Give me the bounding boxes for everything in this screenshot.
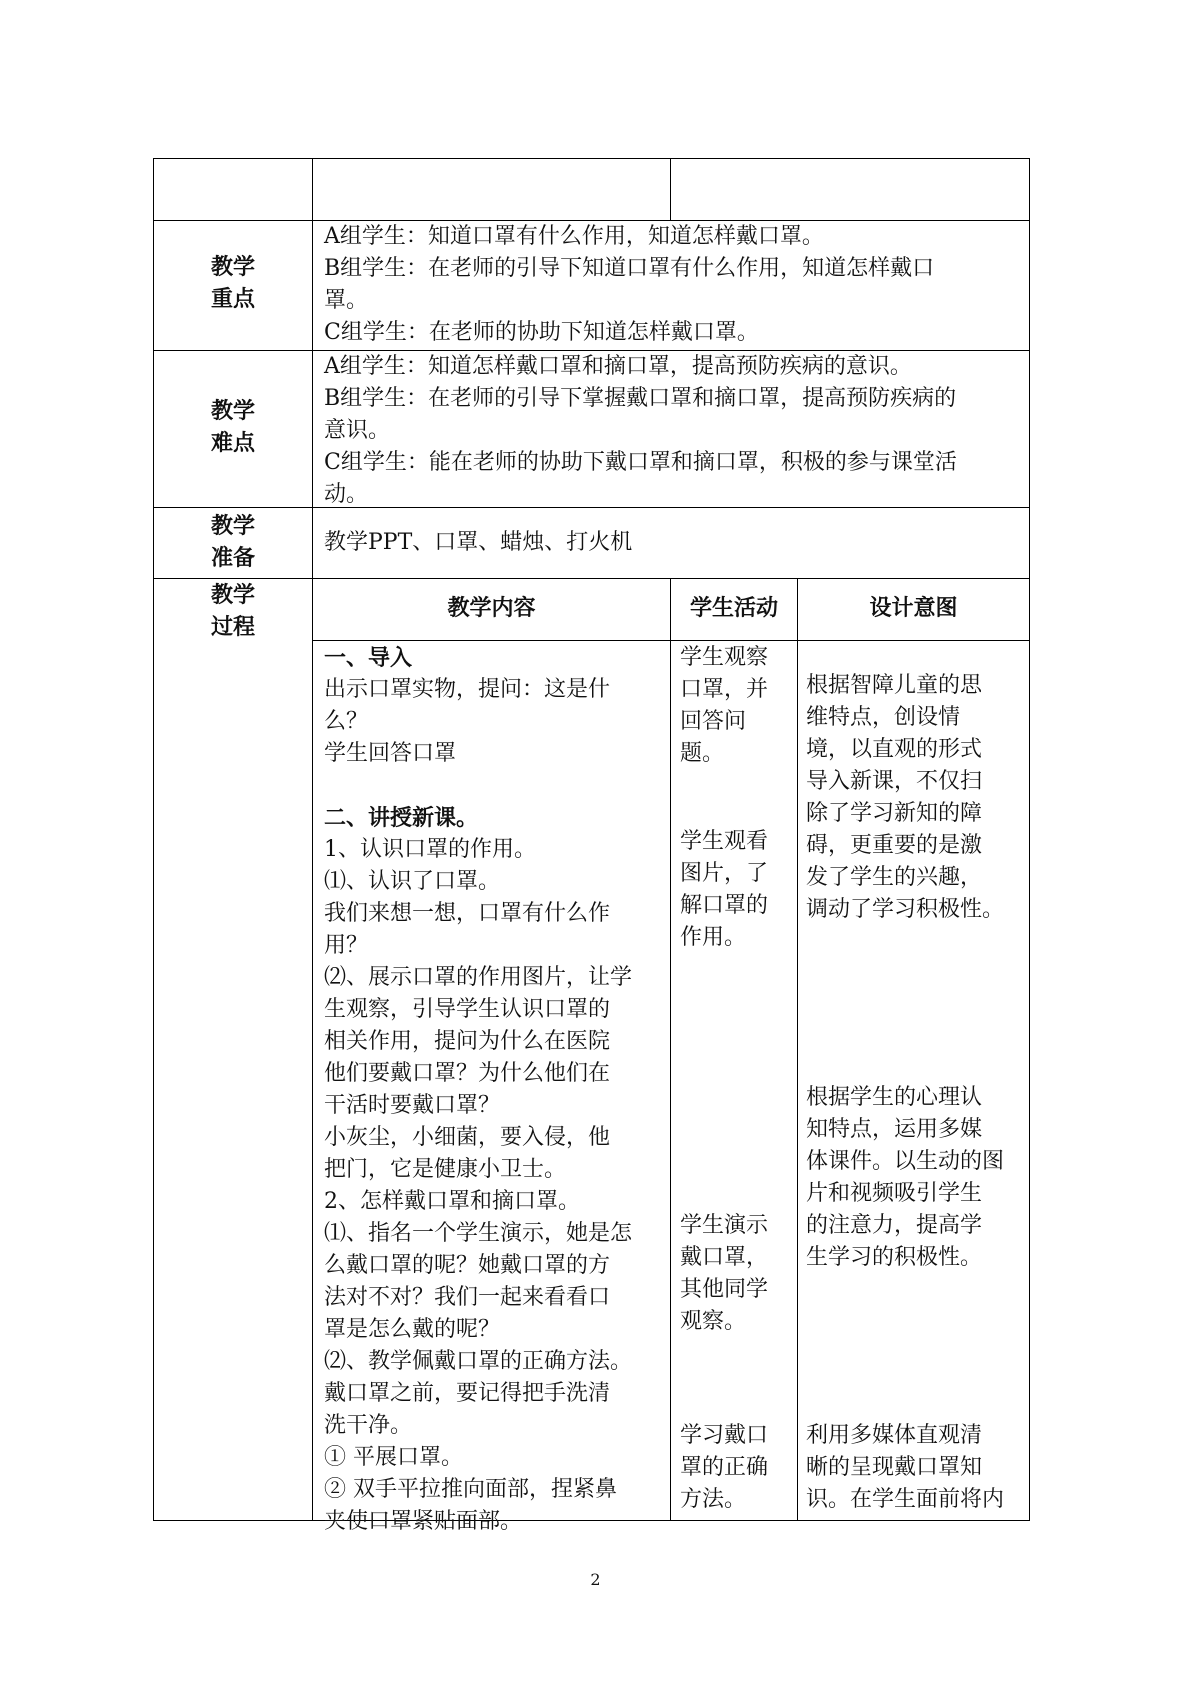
process-label: 教学 过程 xyxy=(210,583,255,640)
header-content: 教学内容 xyxy=(447,596,536,621)
content-line: 一、导入 xyxy=(324,645,413,671)
content-line: 他们要戴口罩？为什么他们在 xyxy=(324,1061,611,1086)
content-line: 法对不对？我们一起来看看口 xyxy=(324,1285,611,1310)
content-line: 学生回答口罩 xyxy=(324,741,457,766)
key-points-line: C组学生：在老师的协助下知道怎样戴口罩。 xyxy=(324,320,759,345)
content-line: 相关作用，提问为什么在医院 xyxy=(324,1029,611,1054)
key-points-line: 罩。 xyxy=(324,288,369,313)
content-line: 把门，它是健康小卫士。 xyxy=(324,1157,567,1182)
rule-content-sep xyxy=(670,578,671,1521)
activity-block: 学生观看 图片，了 解口罩的 作用。 xyxy=(680,829,769,950)
intent-block: 根据智障儿童的思 维特点，创设情 境，以直观的形式 导入新课，不仅扫 除了学习新知的障 碍，更重要的是激 发了学生的兴趣， 调动了学习积极性。 xyxy=(806,673,1005,922)
content-line: 用？ xyxy=(324,933,369,958)
key-points-line: A组学生：知道口罩有什么作用，知道怎样戴口罩。 xyxy=(324,224,824,249)
difficulties-line: 意识。 xyxy=(324,418,391,443)
rule-right xyxy=(1029,158,1030,1521)
activity-block: 学习戴口 罩的正确 方法。 xyxy=(680,1423,769,1512)
key-points-text xyxy=(324,221,1024,349)
content-line: 戴口罩之前，要记得把手洗清 xyxy=(324,1381,611,1406)
content-line xyxy=(324,770,664,802)
page-number: 2 xyxy=(590,1570,601,1589)
content-line: 我们来想一想，口罩有什么作 xyxy=(324,901,611,926)
content-line: 1、认识口罩的作用。 xyxy=(324,837,536,862)
content-line: 二、讲授新课。 xyxy=(324,805,479,831)
rule-left xyxy=(153,158,154,1521)
key-points-line: B组学生：在老师的引导下知道口罩有什么作用，知道怎样戴口 xyxy=(324,256,935,281)
preparation-label: 教学 准备 xyxy=(210,514,255,571)
rule-5 xyxy=(312,640,1030,641)
content-line: 干活时要戴口罩？ xyxy=(324,1093,501,1118)
content-line: ② 双手平拉推向面部，捏紧鼻 xyxy=(324,1477,617,1502)
difficulties-line: B组学生：在老师的引导下掌握戴口罩和摘口罩，提高预防疾病的 xyxy=(324,386,957,411)
content-line: 洗干净。 xyxy=(324,1413,413,1438)
activity-block: 学生观察 口罩，并 回答问 题。 xyxy=(680,645,769,766)
content-line: ⑵、教学佩戴口罩的正确方法。 xyxy=(324,1349,633,1374)
content-line: ① 平展口罩。 xyxy=(324,1445,463,1470)
intent-block: 根据学生的心理认 知特点，运用多媒 体课件。以生动的图 片和视频吸引学生 的注意力，提高学 生学习的积极性。 xyxy=(806,1085,1005,1270)
header-activity: 学生活动 xyxy=(689,596,778,621)
content-line: 罩是怎么戴的呢？ xyxy=(324,1317,501,1342)
difficulties-text xyxy=(324,351,1024,511)
teaching-content xyxy=(324,642,664,1538)
content-line: ⑵、展示口罩的作用图片，让学 xyxy=(324,965,633,990)
rule-top-mid xyxy=(670,158,671,221)
content-line: 夹使口罩紧贴面部。 xyxy=(324,1509,523,1534)
content-line: 么？ xyxy=(324,709,369,734)
content-line: 么戴口罩的呢？她戴口罩的方 xyxy=(324,1253,611,1278)
key-points-label: 教学 重点 xyxy=(210,255,255,312)
preparation-text: 教学PPT、口罩、蜡烛、打火机 xyxy=(324,530,633,555)
rule-top xyxy=(153,158,1030,159)
difficulties-line: A组学生：知道怎样戴口罩和摘口罩，提高预防疾病的意识。 xyxy=(324,354,912,379)
content-line: 小灰尘，小细菌，要入侵，他 xyxy=(324,1125,611,1150)
activity-block: 学生演示 戴口罩， 其他同学 观察。 xyxy=(680,1213,769,1334)
content-line: ⑴、指名一个学生演示，她是怎 xyxy=(324,1221,633,1246)
content-line: 出示口罩实物，提问：这是什 xyxy=(324,677,611,702)
intent-block: 利用多媒体直观清 晰的呈现戴口罩知 识。在学生面前将内 xyxy=(806,1423,1005,1512)
difficulties-line: 动。 xyxy=(324,482,369,507)
content-line: 2、怎样戴口罩和摘口罩。 xyxy=(324,1189,580,1214)
header-intent: 设计意图 xyxy=(869,596,958,621)
content-line: 生观察，引导学生认识口罩的 xyxy=(324,997,611,1022)
difficulties-label: 教学 难点 xyxy=(210,399,255,456)
rule-activity-sep xyxy=(797,578,798,1521)
difficulties-line: C组学生：能在老师的协助下戴口罩和摘口罩，积极的参与课堂活 xyxy=(324,450,957,475)
content-line: ⑴、认识了口罩。 xyxy=(324,869,501,894)
rule-label-sep xyxy=(312,158,313,1521)
